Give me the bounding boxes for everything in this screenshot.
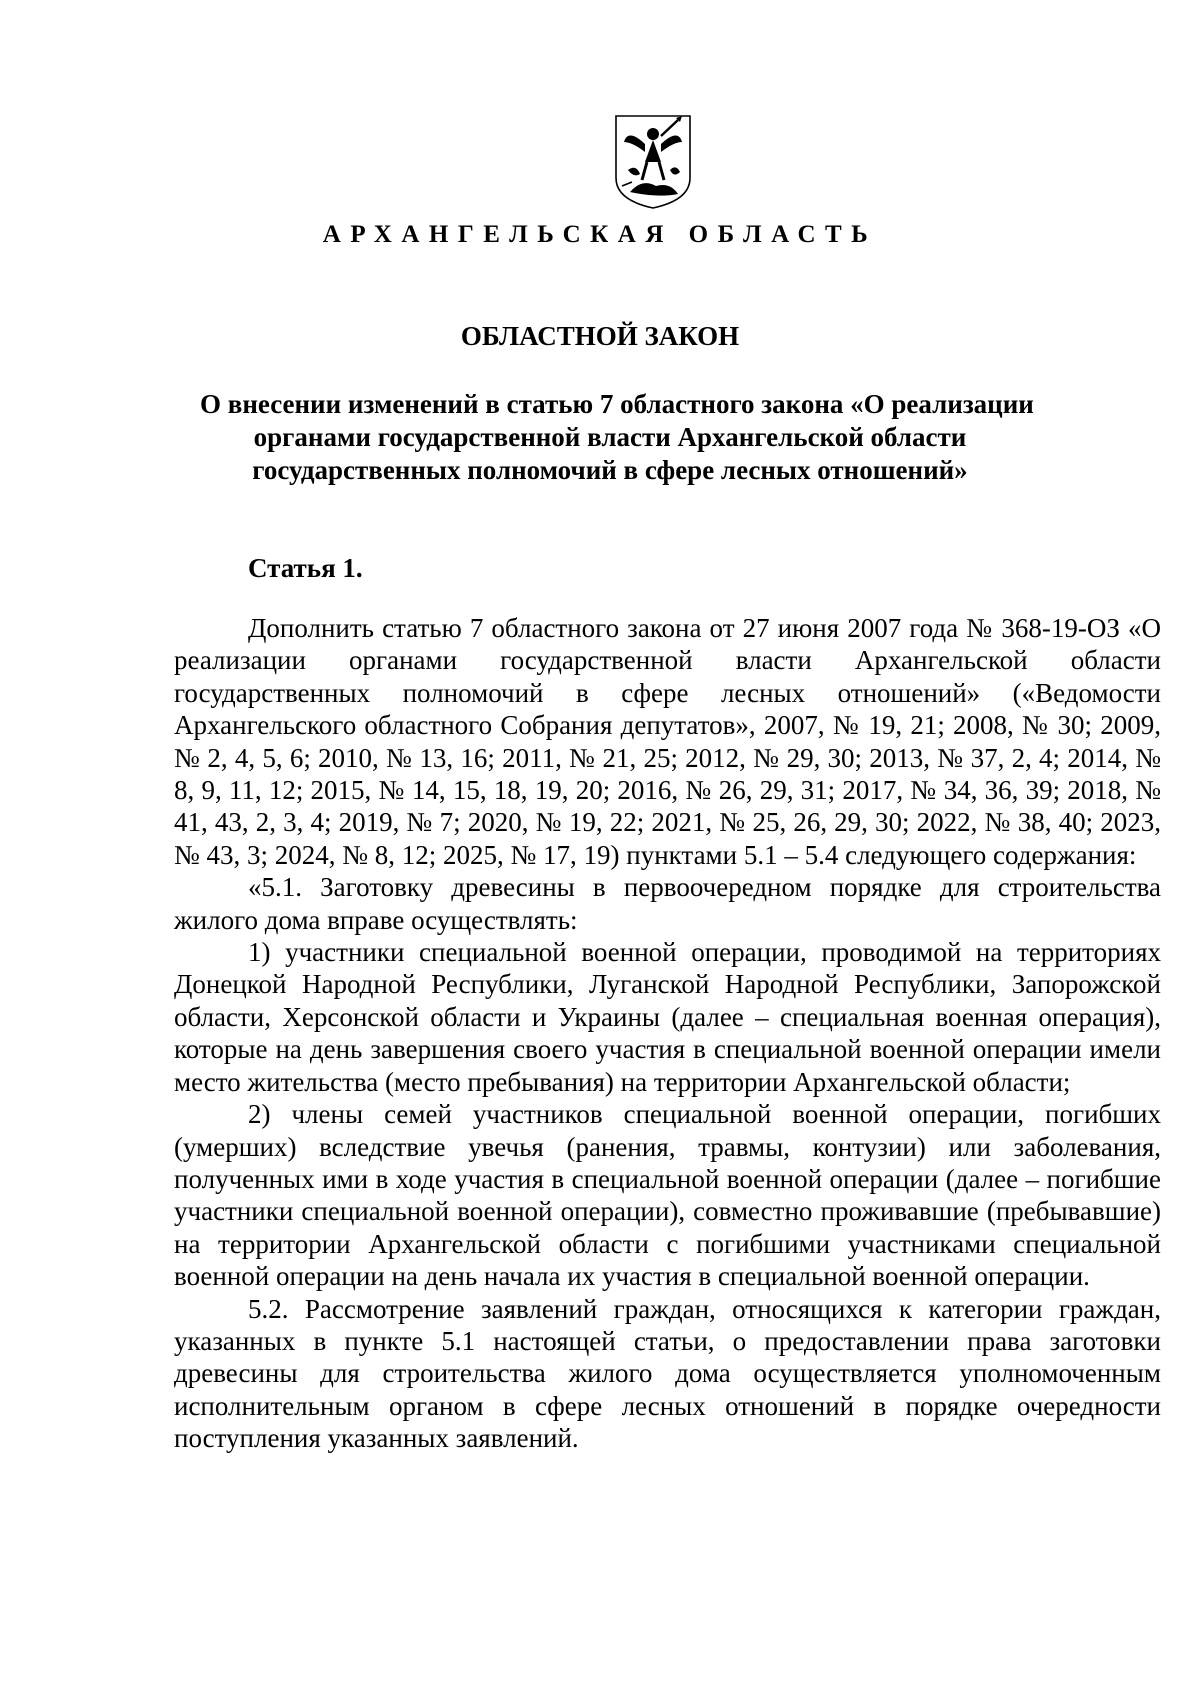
law-type-heading: ОБЛАСТНОЙ ЗАКОН xyxy=(460,321,740,351)
law-title xyxy=(200,388,1034,487)
article-paragraph: «5.1. Заготовку древесины в первоочередном порядке для строительства жилого дома вправе осуществлять: xyxy=(174,872,1161,935)
arkhangelsk-coat-of-arms-icon xyxy=(612,112,694,212)
article-paragraph: 2) члены семей участников специальной военной операции, погибших (умерших) вследствие увечья (ранения, травмы, контузии) или заболевания, полученных ими в ходе участия в специальной военной операции (далее – погибшие участники специальной военной операции), совместно проживавшие (пребывавшие) на территории Архангельской области с погибшими участниками специальной военной операции на день начала их участия в специальной военной операции. xyxy=(174,1099,1161,1292)
article-paragraph: 1) участники специальной военной операции, проводимой на территориях Донецкой Народной Республики, Луганской Народной Республики, Запорожской области, Херсонской области и Украины (далее – специальная военная операция), которые на день завершения своего участия в специальной военной операции имели место жительства (место пребывания) на территории Архангельской области; xyxy=(174,937,1161,1097)
article-paragraph: Дополнить статью 7 областного закона от 27 июня 2007 года № 368-19-ОЗ «О реализации органами государственной власти Архангельской области государственных полномочий в сфере лесных отношений» («Ведомости Архангельского областного Собрания депутатов», 2007, № 19, 21; 2008, № 30; 2009, № 2, 4, 5, 6; 2010, № 13, 16; 2011, № 21, 25; 2012, № 29, 30; 2013, № 37, 2, 4; 2014, № 8, 9, 11, 12; 2015, № 14, 15, 18, 19, 20; 2016, № 26, 29, 31; 2017, № 34, 36, 39; 2018, № 41, 43, 2, 3, 4; 2019, № 7; 2020, № 19, 22; 2021, № 25, 26, 29, 30; 2022, № 38, 40; 2023, № 43, 3; 2024, № 8, 12; 2025, № 17, 19) пунктами 5.1 – 5.4 следующего содержания: xyxy=(174,613,1161,870)
article-body xyxy=(174,612,1161,1455)
law-title-line: государственных полномочий в сфере лесных отношений» xyxy=(252,455,968,485)
law-title-line: О внесении изменений в статью 7 областного закона «О реализации xyxy=(200,389,1034,419)
article-heading: Статья 1. xyxy=(248,553,363,583)
law-title-line: органами государственной власти Архангельской области xyxy=(253,422,967,452)
article-paragraph: 5.2. Рассмотрение заявлений граждан, относящихся к категории граждан, указанных в пункте 5.1 настоящей статьи, о предоставлении права заготовки древесины для строительства жилого дома осуществляется уполномоченным исполнительным органом в сфере лесных отношений в порядке очередности поступления указанных заявлений. xyxy=(174,1293,1161,1454)
region-title: АРХАНГЕЛЬСКАЯ ОБЛАСТЬ xyxy=(322,221,878,248)
